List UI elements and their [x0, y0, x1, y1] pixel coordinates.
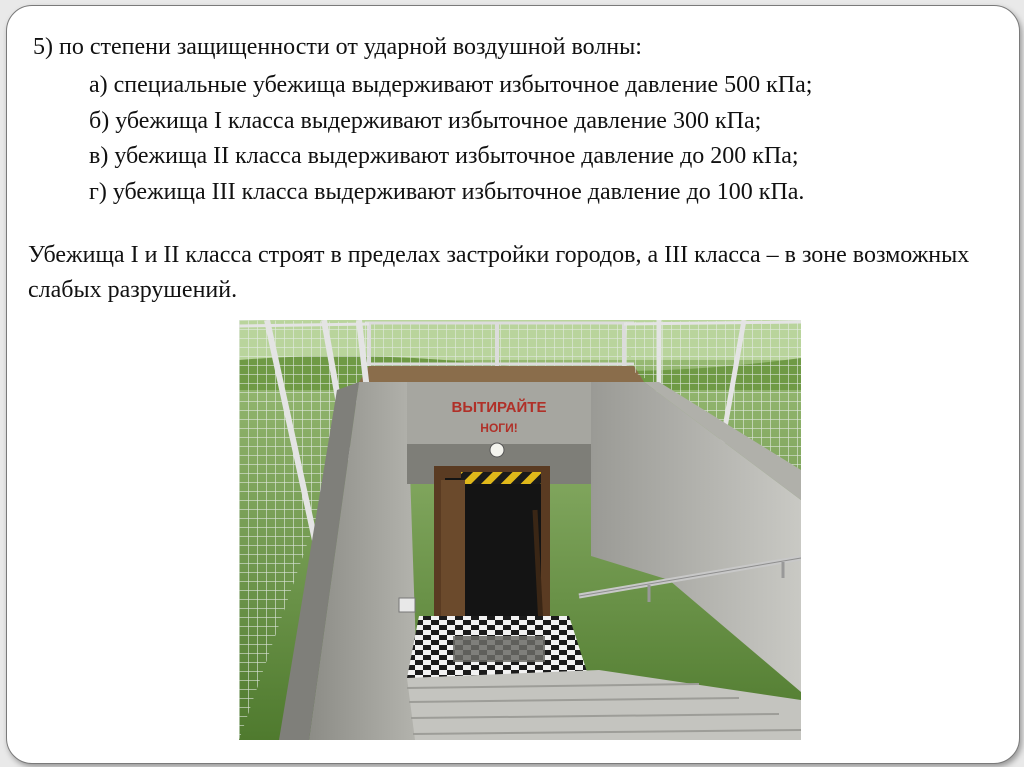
list-heading: 5) по степени защищенности от ударной воздушной волны:	[33, 34, 642, 60]
list-item: а) специальные убежища выдерживают избыточное давление 500 кПа;	[89, 72, 813, 98]
list-item: б) убежища I класса выдерживают избыточное давление 300 кПа;	[89, 107, 762, 134]
wipe-feet-sign: НОГИ!	[480, 421, 518, 435]
slide	[6, 5, 1020, 764]
list-item: в) убежища II класса выдерживают избыточное давление до 200 кПа;	[89, 143, 799, 169]
shelter-location-note: Убежища I и II класса строят в пределах застройки городов, а III класса – в зоне возможных слабых разрушений.	[28, 242, 970, 303]
wipe-feet-sign: ВЫТИРАЙТЕ	[451, 399, 547, 416]
list-item: г) убежища III класса выдерживают избыточное давление до 100 кПа.	[89, 178, 805, 205]
shelter-entrance-photo	[239, 320, 801, 740]
pressure-class-list	[89, 68, 812, 210]
